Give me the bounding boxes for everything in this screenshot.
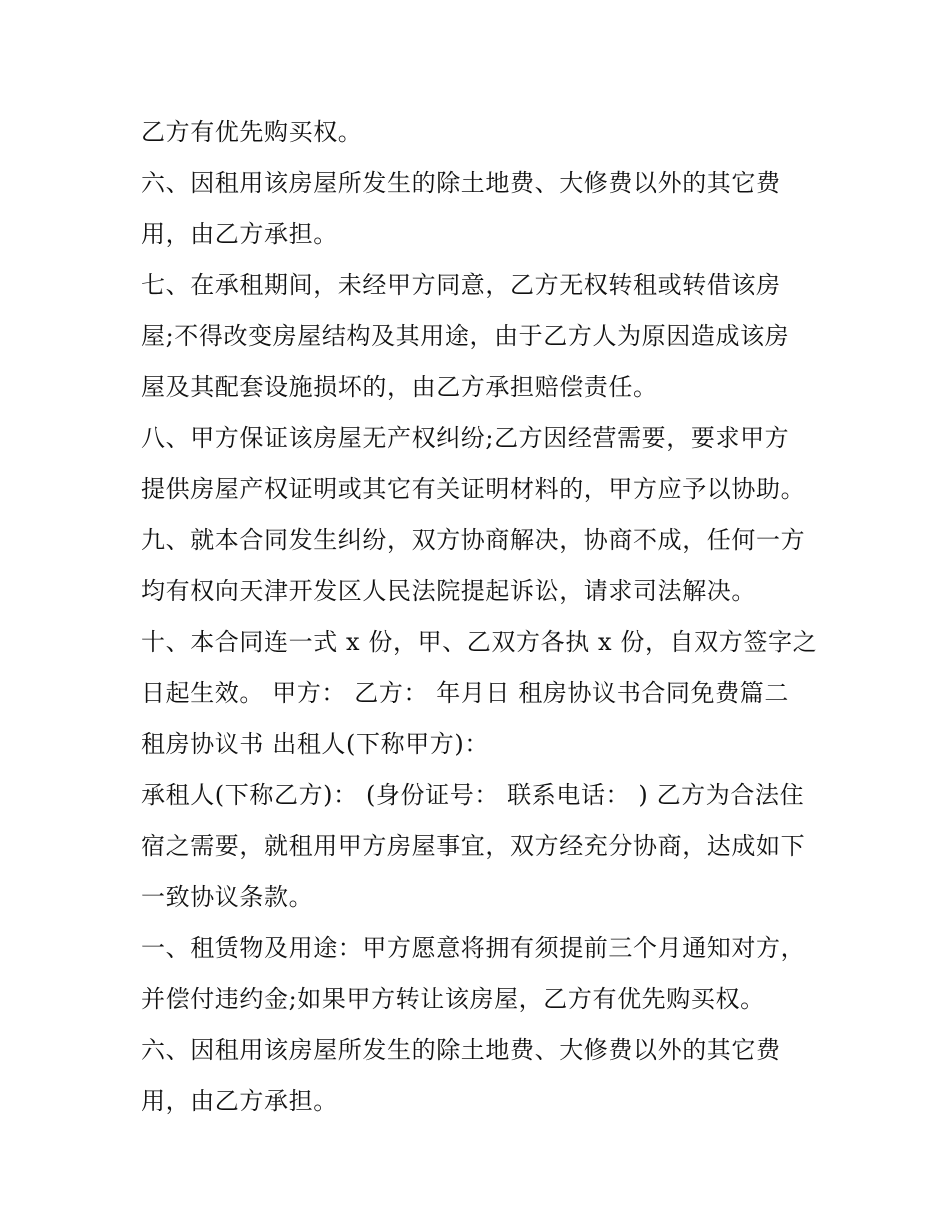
- text-line: 日起生效。 甲方： 乙方： 年月日 租房协议书合同免费篇二: [141, 679, 789, 707]
- text-line: 六、因租用该房屋所发生的除土地费、大修费以外的其它费: [141, 169, 781, 197]
- text-line: 用，由乙方承担。: [141, 220, 338, 248]
- text-line: 租房协议书 出租人(下称甲方)：: [141, 730, 489, 758]
- text-line: 乙方有优先购买权。: [141, 118, 363, 146]
- text-line: 六、因租用该房屋所发生的除土地费、大修费以外的其它费: [141, 1036, 781, 1064]
- text-line: 七、在承租期间，未经甲方同意，乙方无权转租或转借该房: [141, 271, 781, 299]
- text-line: 屋及其配套设施损坏的，由乙方承担赔偿责任。: [141, 373, 658, 401]
- text-line: 屋;不得改变房屋结构及其用途，由于乙方人为原因造成该房: [141, 322, 790, 350]
- text-line: 用，由乙方承担。: [141, 1087, 338, 1115]
- text-line: 均有权向天津开发区人民法院提起诉讼，请求司法解决。: [141, 577, 756, 605]
- text-line: 九、就本合同发生纠纷，双方协商解决，协商不成，任何一方: [141, 526, 806, 554]
- text-line: 八、甲方保证该房屋无产权纠纷;乙方因经营需要，要求甲方: [141, 424, 790, 452]
- text-line: 十、本合同连一式 x 份，甲、乙双方各执 x 份，自双方签字之: [141, 628, 818, 656]
- text-line: 承租人(下称乙方)： (身份证号： 联系电话： ) 乙方为合法住: [141, 781, 805, 809]
- document-body: [141, 107, 831, 1127]
- text-line: 并偿付违约金;如果甲方转让该房屋，乙方有优先购买权。: [141, 985, 765, 1013]
- text-line: 一致协议条款。: [141, 883, 314, 911]
- text-line: 宿之需要，就租用甲方房屋事宜，双方经充分协商，达成如下: [141, 832, 806, 860]
- text-line: 一、租赁物及用途：甲方愿意将拥有须提前三个月通知对方，: [141, 934, 806, 962]
- text-line: 提供房屋产权证明或其它有关证明材料的，甲方应予以协助。: [141, 475, 806, 503]
